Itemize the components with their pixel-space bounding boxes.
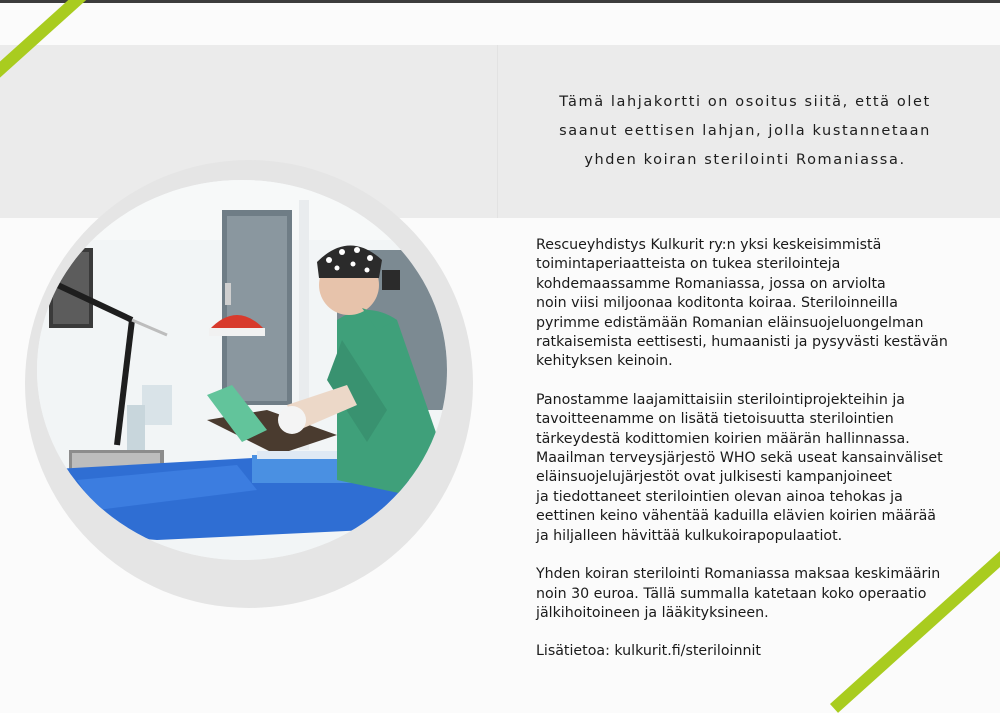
surgery-photo: [37, 180, 447, 560]
text-line: jälkihoitoineen ja lääkityksineen.: [536, 604, 769, 621]
text-line: Panostamme laajamittaisiin sterilointiprojekteihin ja: [536, 391, 905, 408]
paragraph-cost: [536, 565, 976, 623]
fold-line: [497, 45, 498, 218]
text-line: eläinsuojelujärjestöt ovat julkisesti kampanjoineet: [536, 469, 892, 486]
text-line: Rescueyhdistys Kulkurit ry:n yksi keskeisimmistä: [536, 237, 882, 253]
text-line: eettinen keino vähentää kaduilla elävien koirien määrää: [536, 508, 936, 525]
text-line: ratkaisemista eettisesti, humaanisti ja pysyvästi kestävän: [536, 334, 948, 351]
top-edge-line: [0, 0, 1000, 3]
intro-line: saanut eettisen lahjan, jolla kustannetaan: [559, 123, 931, 139]
more-info-link[interactable]: Lisätietoa: kulkurit.fi/steriloinnit: [536, 643, 761, 660]
text-line: Yhden koiran sterilointi Romaniassa maksaa keskimäärin: [536, 566, 941, 583]
text-line: tärkeydestä kodittomien koirien määrän hallinnassa.: [536, 430, 910, 447]
intro-line: yhden koiran sterilointi Romaniassa.: [584, 152, 906, 168]
text-line: noin 30 euroa. Tällä summalla katetaan koko operaatio: [536, 585, 927, 602]
text-line: noin viisi miljoonaa koditonta koiraa. Steriloinneilla: [536, 295, 898, 312]
intro-text: [520, 88, 970, 175]
text-line: toimintaperiaatteista on tukea sterilointeja: [536, 256, 841, 273]
text-line: ja hiljalleen hävittää kulkukoirapopulaatiot.: [536, 527, 843, 544]
text-line: Maailman terveysjärjestö WHO sekä useat kansainväliset: [536, 450, 943, 467]
text-line: kohdemaassamme Romaniassa, jossa on arviolta: [536, 275, 886, 292]
text-line: ja tiedottaneet sterilointien olevan ainoa tehokas ja: [536, 488, 903, 505]
text-line: kehityksen keinoin.: [536, 353, 673, 370]
text-line: tavoitteenamme on lisätä tietoisuutta sterilointien: [536, 411, 894, 428]
intro-line: Tämä lahjakortti on osoitus siitä, että olet: [559, 94, 931, 110]
body-text: [536, 236, 976, 681]
paragraph-mission: [536, 236, 976, 372]
paragraph-projects: [536, 391, 976, 546]
text-line: pyrimme edistämään Romanian eläinsuojeluongelman: [536, 314, 924, 331]
